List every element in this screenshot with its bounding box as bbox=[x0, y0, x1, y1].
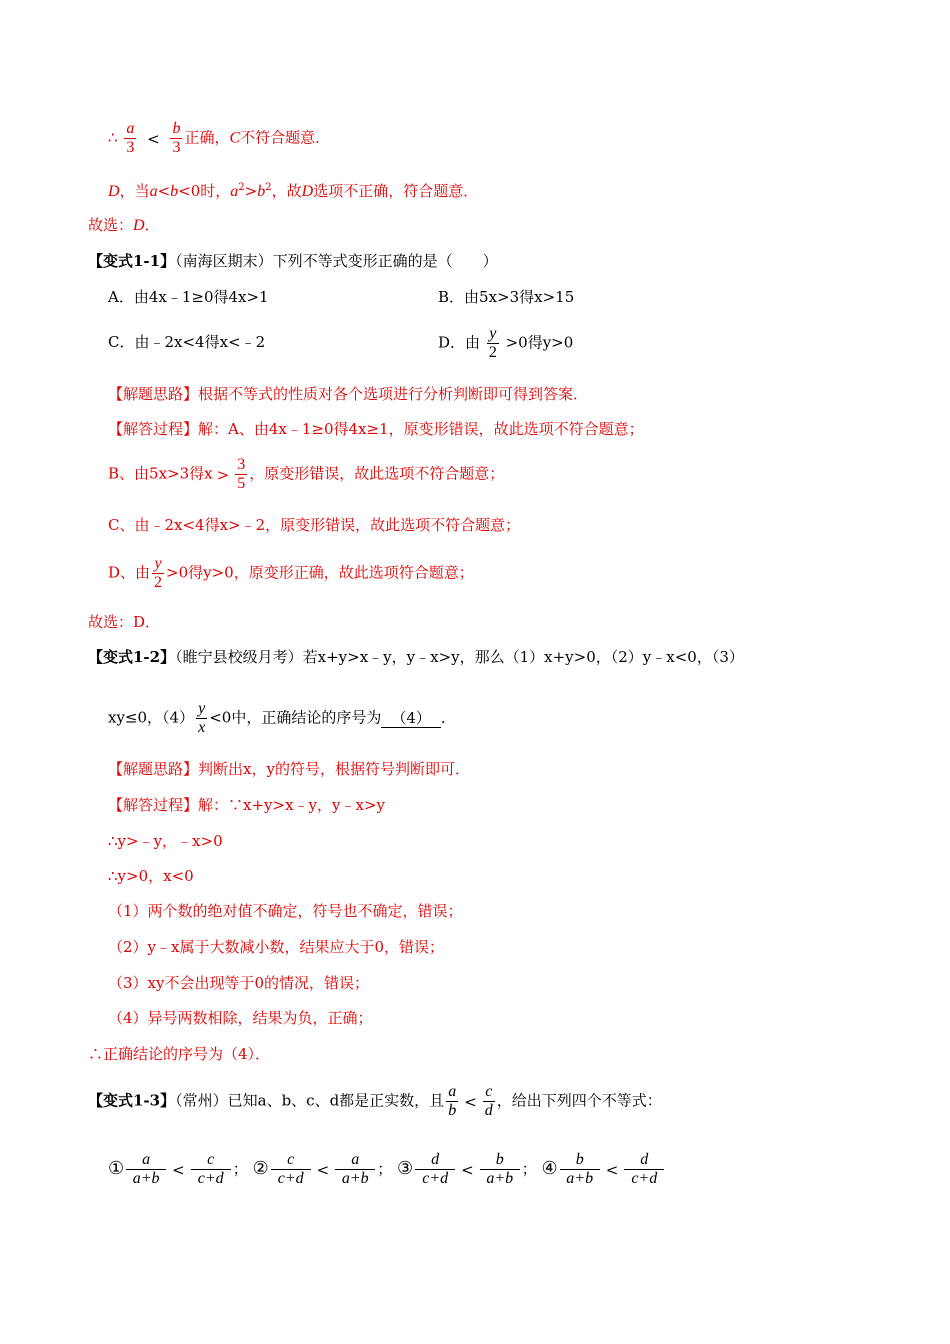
frac-num: d bbox=[640, 1151, 649, 1168]
frac-den: a+b bbox=[480, 1169, 520, 1188]
fraction bbox=[560, 1151, 600, 1188]
less-than: < bbox=[316, 1160, 330, 1179]
variant-question: 若x+y>x﹣y，y﹣x>y，那么（1）x+y>0，（2）y﹣x<0，（3） bbox=[302, 648, 744, 666]
fraction bbox=[624, 1151, 664, 1188]
circled-number: ① bbox=[108, 1157, 125, 1179]
frac-den: 3 bbox=[172, 139, 181, 156]
tail-text: ，故 bbox=[271, 182, 302, 200]
frac-den: c+d bbox=[415, 1169, 455, 1188]
process-tag: 【解答过程】 bbox=[108, 796, 199, 814]
gt-sign: > bbox=[244, 182, 258, 200]
fraction-3-over-5 bbox=[235, 456, 247, 493]
conclusion-line: ∴正确结论的序号为（4）． bbox=[88, 1045, 271, 1063]
variant-source: （常州） bbox=[175, 1091, 228, 1110]
option-a: A．由4x﹣1≥0得4x>1 bbox=[108, 288, 269, 306]
variant-1-2-question bbox=[88, 647, 744, 667]
fraction bbox=[126, 1151, 166, 1188]
less-than: < bbox=[147, 129, 160, 148]
frac-num: y bbox=[154, 555, 162, 572]
process-line-5: （2）y﹣x属于大数减小数，结果应大于0，错误； bbox=[108, 938, 445, 956]
option-letter-d: D bbox=[108, 183, 120, 200]
answer-end: ． bbox=[144, 216, 160, 234]
process-line-c: C、由﹣2x<4得x>﹣2，原变形错误，故此选项不符合题意； bbox=[108, 516, 521, 534]
think-line bbox=[108, 759, 470, 779]
frac-num: y bbox=[198, 700, 206, 717]
fraction-y-over-x bbox=[196, 700, 207, 737]
think-text: 根据不等式的性质对各个选项进行分析判断即可得到答案． bbox=[198, 385, 589, 403]
separator: ； bbox=[521, 1159, 537, 1178]
superscript-2: 2 bbox=[265, 182, 272, 193]
frac-den: c+d bbox=[271, 1169, 311, 1188]
option-d-pre: D．由 bbox=[438, 333, 481, 352]
option-c: C．由﹣2x<4得x<﹣2 bbox=[108, 333, 266, 351]
variant-tag: 【变式1-2】 bbox=[88, 648, 176, 666]
fraction-y-over-2 bbox=[152, 555, 164, 592]
process-line-a bbox=[108, 419, 644, 439]
inequality-2 bbox=[252, 1151, 398, 1187]
frac-den: c+d bbox=[191, 1169, 231, 1188]
cond-end: <0时， bbox=[178, 182, 231, 200]
answer-line: 故选：D． bbox=[88, 613, 161, 631]
less-than: < bbox=[464, 1092, 477, 1111]
answer-line bbox=[88, 215, 160, 236]
frac-num: a bbox=[126, 120, 135, 137]
correct-text: 正确， bbox=[184, 128, 230, 147]
lt-sign: < bbox=[157, 182, 171, 200]
think-tag: 【解题思路】 bbox=[108, 385, 199, 403]
variant-tag: 【变式1-3】 bbox=[88, 1091, 176, 1110]
frac-den: c+d bbox=[624, 1169, 664, 1188]
answer-label: 故选： bbox=[88, 216, 134, 234]
process-line-7: （4）异号两数相除，结果为负，正确； bbox=[108, 1009, 373, 1027]
process-line-6: （3）xy不会出现等于0的情况，错误； bbox=[108, 974, 370, 992]
circled-number: ② bbox=[252, 1157, 269, 1179]
variant-1-1-question bbox=[88, 251, 498, 271]
question-end: ． bbox=[440, 708, 456, 727]
fraction bbox=[480, 1151, 520, 1188]
think-line bbox=[108, 384, 588, 404]
question-text: <0中，正确结论的序号为 bbox=[209, 708, 382, 727]
fraction-a-over-b bbox=[446, 1083, 458, 1120]
option-d bbox=[438, 325, 573, 362]
variant-source: （睢宁县校级月考） bbox=[175, 648, 303, 666]
variant-tag: 【变式1-1】 bbox=[88, 252, 176, 270]
question-text: ，给出下列四个不等式： bbox=[496, 1091, 662, 1110]
process-line-4: （1）两个数的绝对值不确定，符号也不确定，错误； bbox=[108, 902, 463, 920]
variant-1-2-question-cont bbox=[108, 700, 456, 737]
frac-num: b bbox=[495, 1151, 504, 1168]
separator: ； bbox=[377, 1159, 393, 1178]
inequality-1 bbox=[108, 1151, 253, 1187]
gt-sign: > bbox=[216, 465, 230, 484]
frac-den: x bbox=[198, 719, 206, 736]
less-than: < bbox=[605, 1160, 619, 1179]
frac-den: 5 bbox=[237, 475, 246, 492]
frac-num: 3 bbox=[237, 456, 246, 473]
less-than: < bbox=[461, 1160, 474, 1179]
frac-den: 2 bbox=[154, 574, 163, 591]
answer-value: D bbox=[133, 217, 145, 234]
answer-blank: （4） bbox=[381, 709, 441, 728]
therefore-symbol: ∴ bbox=[108, 128, 118, 147]
var-a: a bbox=[149, 183, 158, 200]
frac-den: d bbox=[484, 1102, 493, 1119]
fraction-c-over-d bbox=[483, 1083, 495, 1120]
frac-num: c bbox=[485, 1083, 493, 1100]
when-text: ，当 bbox=[119, 182, 150, 200]
frac-num: c bbox=[287, 1151, 295, 1168]
superscript-2: 2 bbox=[238, 182, 245, 193]
fraction bbox=[335, 1151, 375, 1188]
option-b: B．由5x>3得x>15 bbox=[438, 288, 575, 306]
fraction bbox=[415, 1151, 455, 1188]
process-line-1 bbox=[108, 795, 385, 815]
frac-num: y bbox=[489, 325, 497, 342]
process-text: 解：∵x+y>x﹣y，y﹣x>y bbox=[198, 796, 385, 814]
var-a: a bbox=[230, 183, 239, 200]
var-b: b bbox=[170, 183, 179, 200]
frac-den: b bbox=[448, 1102, 457, 1119]
frac-den: 2 bbox=[488, 344, 497, 361]
question-text: xy≤0，（4） bbox=[108, 708, 195, 727]
fraction-y-over-2 bbox=[487, 325, 499, 362]
question-text: 已知a、b、c、d都是正实数，且 bbox=[227, 1091, 445, 1110]
frac-num: c bbox=[207, 1151, 215, 1168]
fraction bbox=[191, 1151, 231, 1188]
inequality-3 bbox=[397, 1151, 542, 1187]
option-d-post: >0得y>0 bbox=[505, 333, 574, 352]
process-text: B、由5x>3得x bbox=[108, 464, 213, 483]
variant-question: 下列不等式变形正确的是（ ） bbox=[272, 252, 498, 270]
not-fit-text: 不符合题意． bbox=[240, 128, 331, 147]
variant-1-3-question bbox=[88, 1083, 662, 1120]
process-text: 解：A、由4x﹣1≥0得4x≥1，原变形错误，故此选项不符合题意； bbox=[198, 420, 644, 438]
frac-num: a bbox=[448, 1083, 457, 1100]
option-letter-c: C bbox=[229, 129, 241, 147]
separator: ； bbox=[232, 1159, 248, 1178]
process-text: ，原变形错误，故此选项不符合题意； bbox=[249, 464, 505, 483]
fraction-b-over-3 bbox=[170, 120, 182, 157]
therefore-line bbox=[108, 120, 330, 157]
frac-num: b bbox=[172, 120, 181, 137]
think-tag: 【解题思路】 bbox=[108, 760, 199, 778]
process-text: D、由 bbox=[108, 563, 151, 582]
option-letter-d: D bbox=[301, 183, 314, 200]
option-d-analysis bbox=[108, 178, 478, 202]
process-text: >0得y>0，原变形正确，故此选项符合题意； bbox=[166, 563, 474, 582]
process-line-3: ∴y>0，x<0 bbox=[108, 867, 194, 885]
fraction bbox=[271, 1151, 311, 1188]
frac-num: d bbox=[431, 1151, 440, 1168]
tail-text: 选项不正确，符合题意． bbox=[313, 182, 479, 200]
var-b: b bbox=[257, 183, 266, 200]
frac-num: a bbox=[351, 1151, 360, 1168]
process-line-d bbox=[108, 555, 474, 592]
process-line-b bbox=[108, 456, 504, 493]
frac-num: b bbox=[575, 1151, 584, 1168]
think-text: 判断出x，y的符号，根据符号判断即可． bbox=[198, 760, 470, 778]
frac-den: 3 bbox=[126, 139, 135, 156]
variant-source: （南海区期末） bbox=[175, 252, 273, 270]
process-line-2: ∴y>﹣y，﹣x>0 bbox=[108, 832, 223, 850]
process-tag: 【解答过程】 bbox=[108, 420, 199, 438]
inequality-4 bbox=[541, 1151, 667, 1187]
fraction-a-over-3 bbox=[124, 120, 136, 157]
less-than: < bbox=[172, 1160, 185, 1179]
inequality-list bbox=[108, 1151, 666, 1188]
circled-number: ④ bbox=[541, 1157, 558, 1179]
frac-den: a+b bbox=[126, 1169, 166, 1188]
frac-den: a+b bbox=[560, 1169, 600, 1188]
circled-number: ③ bbox=[397, 1157, 414, 1179]
frac-num: a bbox=[142, 1151, 151, 1168]
frac-den: a+b bbox=[335, 1169, 375, 1188]
